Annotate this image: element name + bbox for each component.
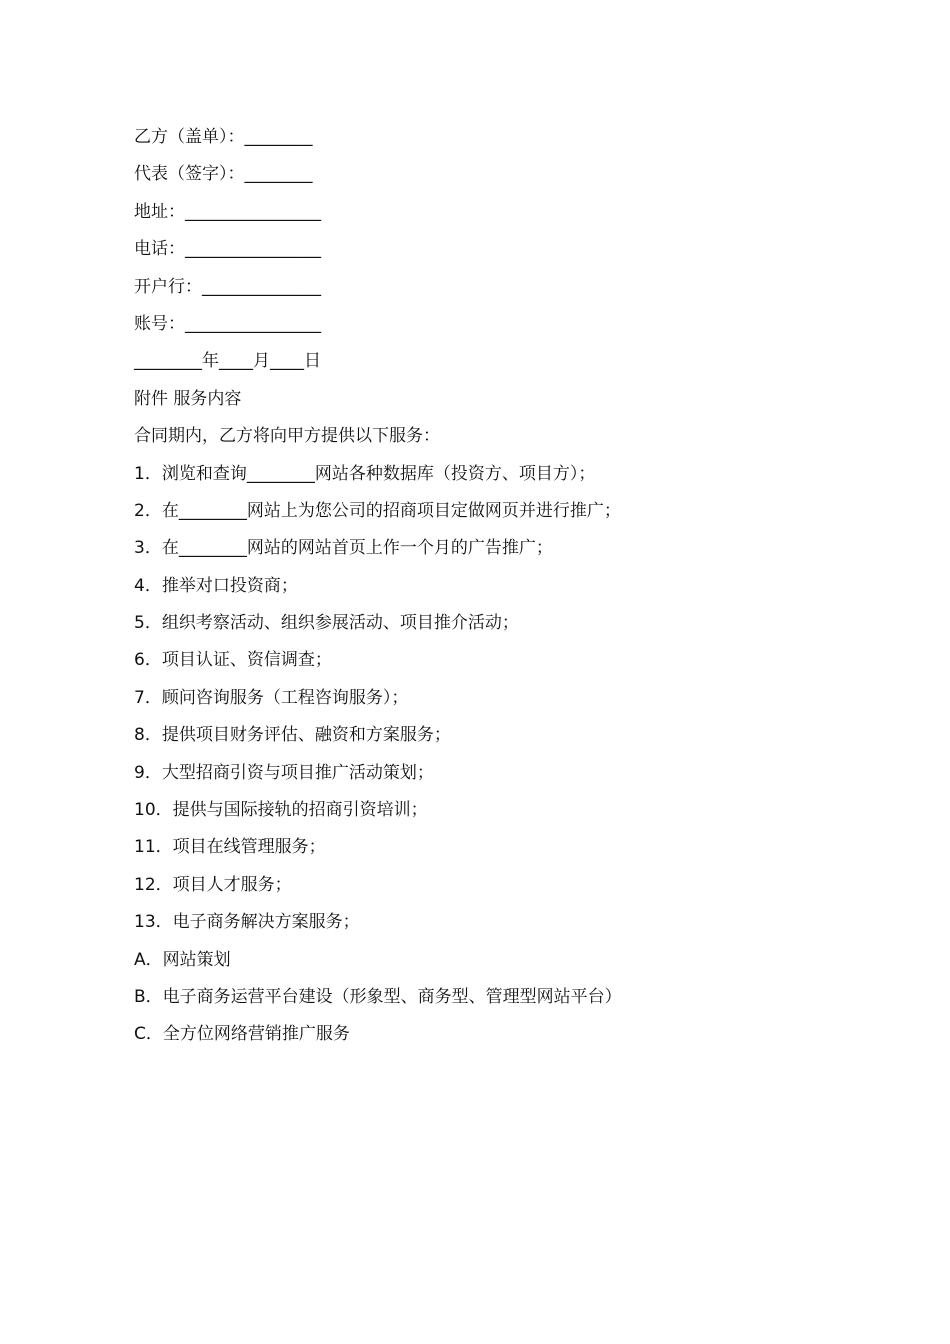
account-number-line: 账号：________________ xyxy=(134,313,321,334)
service-item-11: 11．项目在线管理服务； xyxy=(134,837,326,858)
service-item-7: 7．顾问咨询服务（工程咨询服务）； xyxy=(134,687,409,708)
party-b-seal-line: 乙方（盖单）：________ xyxy=(134,127,313,147)
sub-item-c: C．全方位网络营销推广服务 xyxy=(134,1024,350,1045)
document-page xyxy=(134,119,894,1054)
sub-item-b: B．电子商务运营平台建设（形象型、商务型、管理型网站平台） xyxy=(134,986,622,1007)
service-item-4: 4．推举对口投资商； xyxy=(134,575,298,596)
service-item-1: 1．浏览和查询________网站各种数据库（投资方、项目方）； xyxy=(134,463,596,484)
sub-item-a: A．网站策划 xyxy=(134,949,231,970)
service-item-2: 2．在________网站上为您公司的招商项目定做网页并进行推广； xyxy=(134,500,621,521)
bank-line: 开户行：______________ xyxy=(134,276,321,297)
appendix-heading: 附件 服务内容 xyxy=(134,388,242,409)
service-item-5: 5．组织考察活动、组织参展活动、项目推介活动； xyxy=(134,613,519,634)
service-item-12: 12．项目人才服务； xyxy=(134,874,292,895)
service-item-6: 6．项目认证、资信调查； xyxy=(134,650,332,671)
service-item-3: 3．在________网站的网站首页上作一个月的广告推广； xyxy=(134,538,553,559)
phone-line: 电话：________________ xyxy=(134,239,321,260)
service-item-13: 13．电子商务解决方案服务； xyxy=(134,912,360,933)
service-item-10: 10．提供与国际接轨的招商引资培训； xyxy=(134,800,428,821)
services-intro: 合同期内，乙方将向甲方提供以下服务： xyxy=(134,426,440,447)
address-line: 地址：________________ xyxy=(134,201,321,222)
date-line: ________年____月____日 xyxy=(134,351,321,372)
service-item-8: 8．提供项目财务评估、融资和方案服务； xyxy=(134,725,451,746)
representative-signature-line: 代表（签字）：________ xyxy=(134,164,313,185)
service-item-9: 9．大型招商引资与项目推广活动策划； xyxy=(134,762,434,783)
